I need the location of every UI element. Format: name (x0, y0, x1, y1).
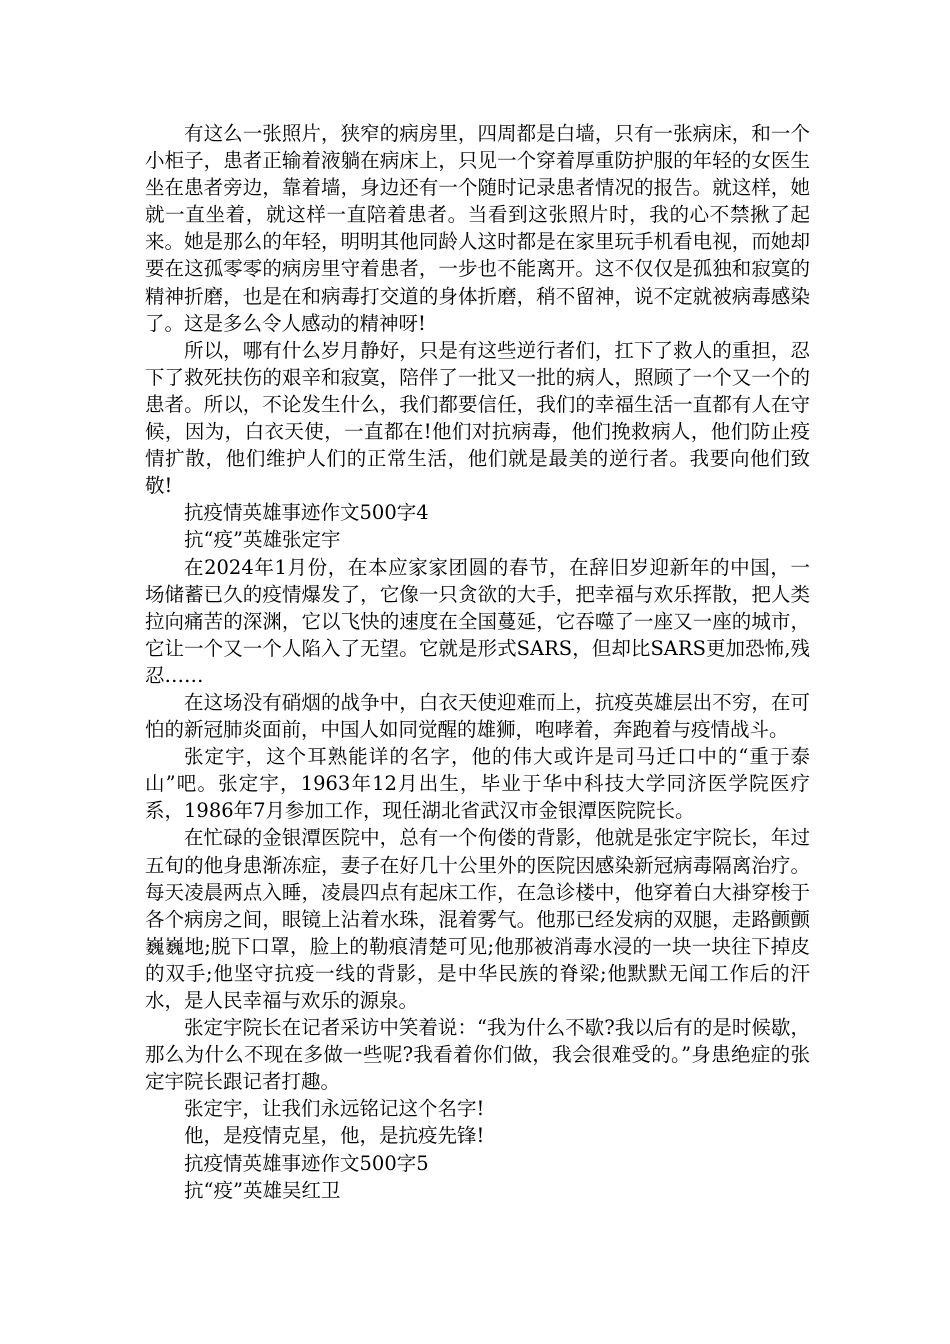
paragraph-jinyintan: 在忙碌的金银潭医院中，总有一个佝偻的背影，他就是张定宇院长，年过五旬的他身患渐冻症，妻子在好几十公里外的医院因感染新冠病毒隔离治疗。每天凌晨两点入睡，凌晨四点有起床工作，在急诊楼中，他穿着白大褂穿梭于各个病房之间，眼镜上沾着水珠，混着雾气。他那已经发病的双腿，走路颤颤巍巍地;脱下口罩，脸上的勒痕清楚可见;他那被消毒水浸的一块一块往下掉皮的双手;他坚守抗疫一线的背影，是中华民族的脊梁;他默默无闻工作后的汗水，是人民幸福与欢乐的源泉。 (145, 826, 810, 1012)
paragraph-biography: 张定宇，这个耳熟能详的名字，他的伟大或许是司马迁口中的“重于泰山”吧。张定宇，1963年12月出生，毕业于华中科技大学同济医学院医疗系，1986年7月参加工作，现任湖北省武汉市金银潭医院院长。 (145, 745, 810, 823)
paragraph-retrograde-heroes: 所以，哪有什么岁月静好，只是有这些逆行者们，扛下了救人的重担，忍下了救死扶伤的艰辛和寂寞，陪伴了一批又一批的病人，照顾了一个又一个的患者。所以，不论发生什么，我们都要信任，我们的幸福生活一直都有人在守候，因为，白衣天使，一直都在!他们对抗病毒，他们挽救病人，他们防止疫情扩散，他们维护人们的正常生活，他们就是最美的逆行者。我要向他们致敬! (145, 338, 810, 498)
paragraph-photo-story: 有这么一张照片，狭窄的病房里，四周都是白墙，只有一张病床，和一个小柜子，患者正输着液躺在病床上，只见一个穿着厚重防护服的年轻的女医生坐在患者旁边，靠着墙，身边还有一个随时记录患者情况的报告。就这样，她就一直坐着，就这样一直陪着患者。当看到这张照片时，我的心不禁揪了起来。她是那么的年轻，明明其他同龄人这时都是在家里玩手机看电视，而她却要在这孤零零的病房里守着患者，一步也不能离开。这不仅仅是孤独和寂寞的精神折磨，也是在和病毒打交道的身体折磨，稍不留神，说不定就被病毒感染了。这是多么令人感动的精神呀! (145, 122, 810, 335)
paragraph-battle: 在这场没有硝烟的战争中，白衣天使迎难而上，抗疫英雄层出不穷，在可怕的新冠肺炎面前，中国人如同觉醒的雄狮，咆哮着，奔跑着与疫情战斗。 (145, 690, 810, 742)
section-heading-essay-4: 抗疫情英雄事迹作文500字4 (184, 501, 429, 525)
paragraph-remember: 张定宇，让我们永远铭记这个名字! (184, 1097, 485, 1121)
essay-title-wu-hongwei: 抗“疫”英雄吴红卫 (184, 1178, 341, 1202)
essay-title-zhang-dingyu: 抗“疫”英雄张定宇 (184, 528, 341, 552)
paragraph-interview: 张定宇院长在记者采访中笑着说：“我为什么不歇?我以后有的是时候歇，那么为什么不现在多做一些呢?我看着你们做，我会很难受的。”身患绝症的张定宇院长跟记者打趣。 (145, 1016, 810, 1094)
paragraph-pioneer: 他，是疫情克星，他，是抗疫先锋! (184, 1124, 485, 1148)
section-heading-essay-5: 抗疫情英雄事迹作文500字5 (184, 1151, 429, 1175)
paragraph-outbreak: 在2024年1月份，在本应家家团圆的春节，在辞旧岁迎新年的中国，一场储蓄已久的疫情爆发了，它像一只贪欲的大手，把幸福与欢乐挥散，把人类拉向痛苦的深渊，它以飞快的速度在全国蔓延，它吞噬了一座又一座的城市，它让一个又一个人陷入了无望。它就是形式SARS，但却比SARS更加恐怖,残忍…… (145, 555, 810, 687)
document-body (145, 120, 810, 1204)
